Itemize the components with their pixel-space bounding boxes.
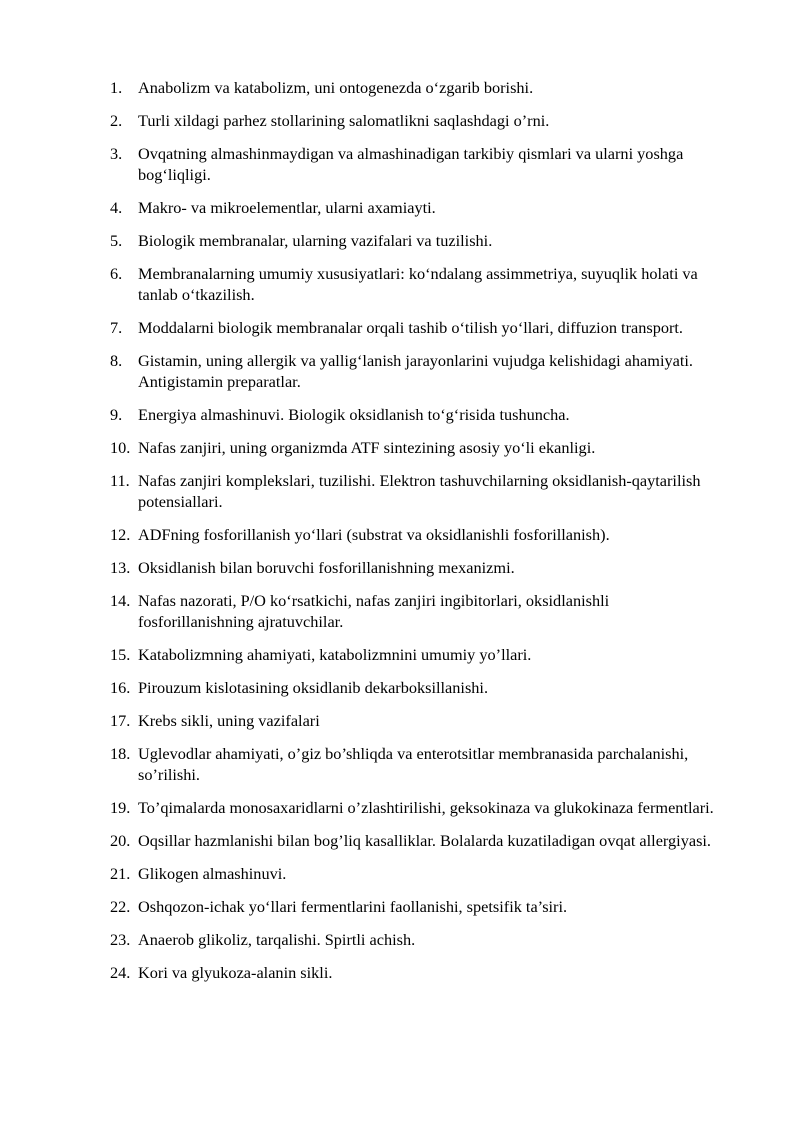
item-text: Anabolizm va katabolizm, uni ontogenezda o‘zgarib borishi. <box>138 78 534 97</box>
item-text: Ovqatning almashinmaydigan va almashinadigan tarkibiy qismlari va ularni yoshga bog‘liqligi. <box>138 144 684 184</box>
list-item <box>110 557 720 578</box>
item-number: 8. <box>110 351 123 370</box>
item-number: 22. <box>110 897 131 916</box>
list-item <box>110 710 720 731</box>
item-text: Energiya almashinuvi. Biologik oksidlanish to‘g‘risida tushuncha. <box>138 405 570 424</box>
list-item <box>110 797 720 818</box>
item-number: 20. <box>110 831 131 850</box>
list-item <box>110 743 720 785</box>
item-number: 14. <box>110 591 131 610</box>
item-number: 19. <box>110 798 131 817</box>
item-number: 16. <box>110 678 131 697</box>
item-number: 7. <box>110 318 123 337</box>
list-item <box>110 317 720 338</box>
item-text: Moddalarni biologik membranalar orqali tashib o‘tilish yo‘llari, diffuzion transport. <box>138 318 684 337</box>
list-item <box>110 677 720 698</box>
list-item <box>110 524 720 545</box>
numbered-question-list <box>110 77 720 995</box>
list-item <box>110 143 720 185</box>
list-item <box>110 962 720 983</box>
list-item <box>110 263 720 305</box>
item-text: Pirouzum kislotasining oksidlanib dekarboksillanishi. <box>138 678 489 697</box>
list-item <box>110 77 720 98</box>
item-number: 23. <box>110 930 131 949</box>
list-item <box>110 863 720 884</box>
item-text: Kori va glyukoza-alanin sikli. <box>138 963 333 982</box>
item-text: Gistamin, uning allergik va yallig‘lanish jarayonlarini vujudga kelishidagi ahamiyati. Antigistamin preparatlar. <box>138 351 693 391</box>
item-text: Oqsillar hazmlanishi bilan bog’liq kasalliklar. Bolalarda kuzatiladigan ovqat allergiyasi. <box>138 831 712 850</box>
list-item <box>110 350 720 392</box>
item-text: Membranalarning umumiy xususiyatlari: ko‘ndalang assimmetriya, suyuqlik holati va tanlab o‘tkazilish. <box>138 264 698 304</box>
item-text: Glikogen almashinuvi. <box>138 864 287 883</box>
list-item <box>110 110 720 131</box>
item-text: Nafas nazorati, P/O ko‘rsatkichi, nafas zanjiri ingibitorlari, oksidlanishli fosforillanishning ajratuvchilar. <box>138 591 610 631</box>
item-number: 9. <box>110 405 123 424</box>
item-text: Krebs sikli, uning vazifalari <box>138 711 320 730</box>
list-item <box>110 929 720 950</box>
list-item <box>110 404 720 425</box>
item-number: 11. <box>110 471 130 490</box>
list-item <box>110 197 720 218</box>
item-text: Oshqozon-ichak yo‘llari fermentlarini faollanishi, spetsifik ta’siri. <box>138 897 568 916</box>
list-item <box>110 470 720 512</box>
item-number: 18. <box>110 744 131 763</box>
item-number: 17. <box>110 711 131 730</box>
item-number: 15. <box>110 645 131 664</box>
item-number: 24. <box>110 963 131 982</box>
item-text: ADFning fosforillanish yo‘llari (substrat va oksidlanishli fosforillanish). <box>138 525 610 544</box>
item-text: To’qimalarda monosaxaridlarni o’zlashtirilishi, geksokinaza va glukokinaza fermentlari. <box>138 798 714 817</box>
list-item <box>110 830 720 851</box>
item-text: Oksidlanish bilan boruvchi fosforillanishning mexanizmi. <box>138 558 515 577</box>
item-text: Turli xildagi parhez stollarining salomatlikni saqlashdagi o’rni. <box>138 111 550 130</box>
item-number: 13. <box>110 558 131 577</box>
item-number: 3. <box>110 144 123 163</box>
item-text: Katabolizmning ahamiyati, katabolizmnini umumiy yo’llari. <box>138 645 532 664</box>
item-number: 2. <box>110 111 123 130</box>
item-text: Anaerob glikoliz, tarqalishi. Spirtli achish. <box>138 930 416 949</box>
item-number: 6. <box>110 264 123 283</box>
item-text: Biologik membranalar, ularning vazifalari va tuzilishi. <box>138 231 493 250</box>
list-item <box>110 590 720 632</box>
item-number: 1. <box>110 78 123 97</box>
item-number: 4. <box>110 198 123 217</box>
item-number: 21. <box>110 864 131 883</box>
item-text: Nafas zanjiri, uning organizmda ATF sintezining asosiy yo‘li ekanligi. <box>138 438 596 457</box>
list-item <box>110 230 720 251</box>
item-text: Nafas zanjiri komplekslari, tuzilishi. Elektron tashuvchilarning oksidlanish-qaytarilish potensiallari. <box>138 471 701 511</box>
list-item <box>110 437 720 458</box>
item-number: 5. <box>110 231 123 250</box>
list-item <box>110 644 720 665</box>
list-item <box>110 896 720 917</box>
item-text: Uglevodlar ahamiyati, o’giz bo’shliqda va enterotsitlar membranasida parchalanishi, so’rilishi. <box>138 744 689 784</box>
item-number: 12. <box>110 525 131 544</box>
item-text: Makro- va mikroelementlar, ularni axamiayti. <box>138 198 436 217</box>
item-number: 10. <box>110 438 131 457</box>
